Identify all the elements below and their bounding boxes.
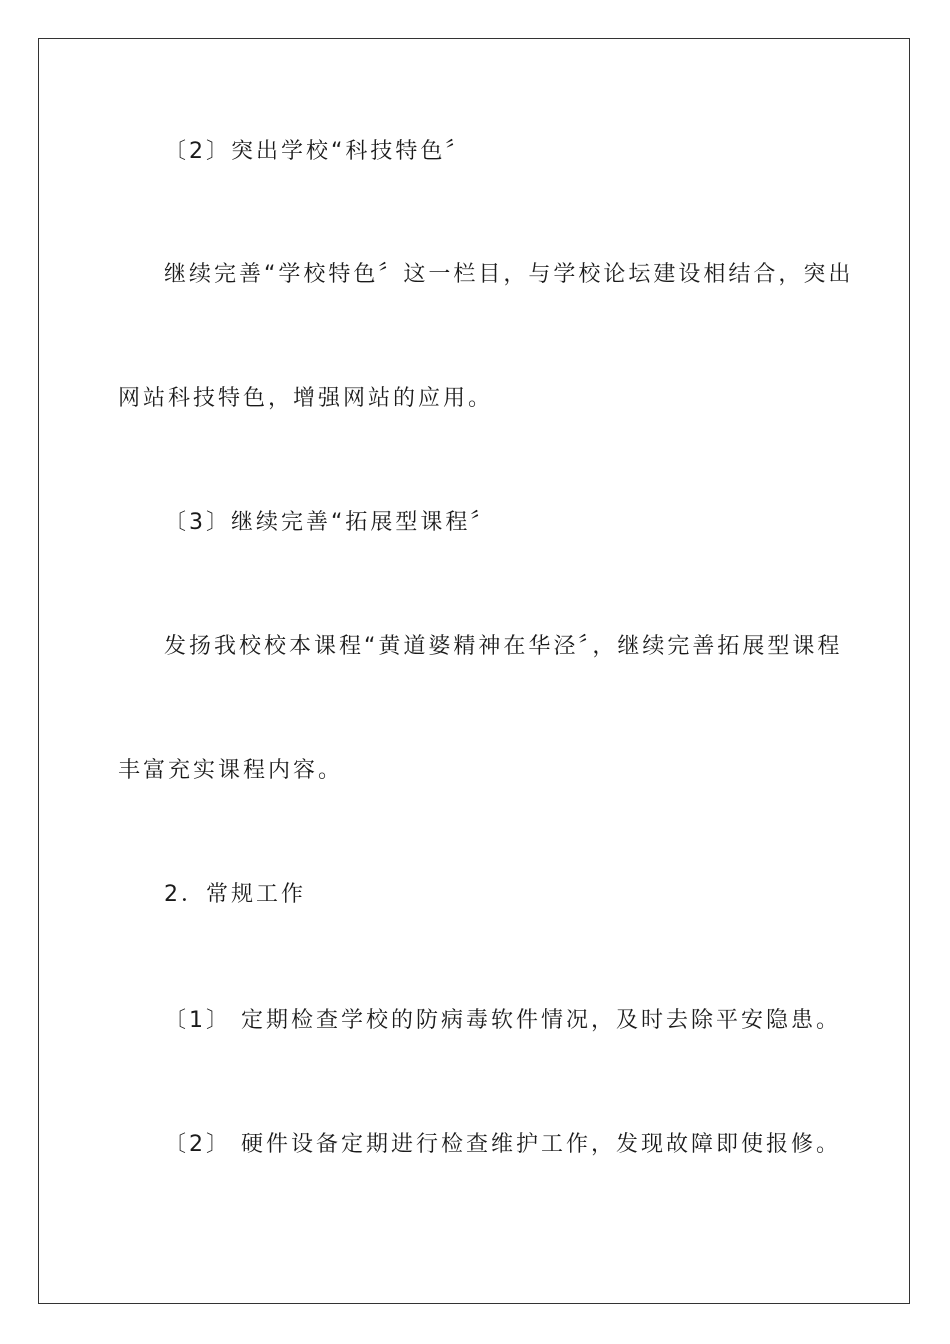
list-item: 〔1〕 定期检查学校的防病毒软件情况，及时去除平安隐患。 (164, 1008, 841, 1033)
paragraph-line: 发扬我校校本课程“黄道婆精神在华泾〞，继续完善拓展型课程 (164, 634, 843, 659)
page-border (38, 38, 910, 1304)
subheading-extended-course: 〔3〕继续完善“拓展型课程〞 (164, 510, 496, 535)
section-heading-routine-work: 2．常规工作 (164, 882, 306, 907)
paragraph-line: 继续完善“学校特色〞这一栏目，与学校论坛建设相结合，突出 (164, 262, 854, 287)
subheading-science-feature: 〔2〕突出学校“科技特色〞 (164, 139, 471, 164)
list-item: 〔2〕 硬件设备定期进行检查维护工作，发现故障即使报修。 (164, 1132, 841, 1157)
paragraph-line: 网站科技特色，增强网站的应用。 (118, 386, 494, 411)
paragraph-line: 丰富充实课程内容。 (118, 758, 344, 783)
